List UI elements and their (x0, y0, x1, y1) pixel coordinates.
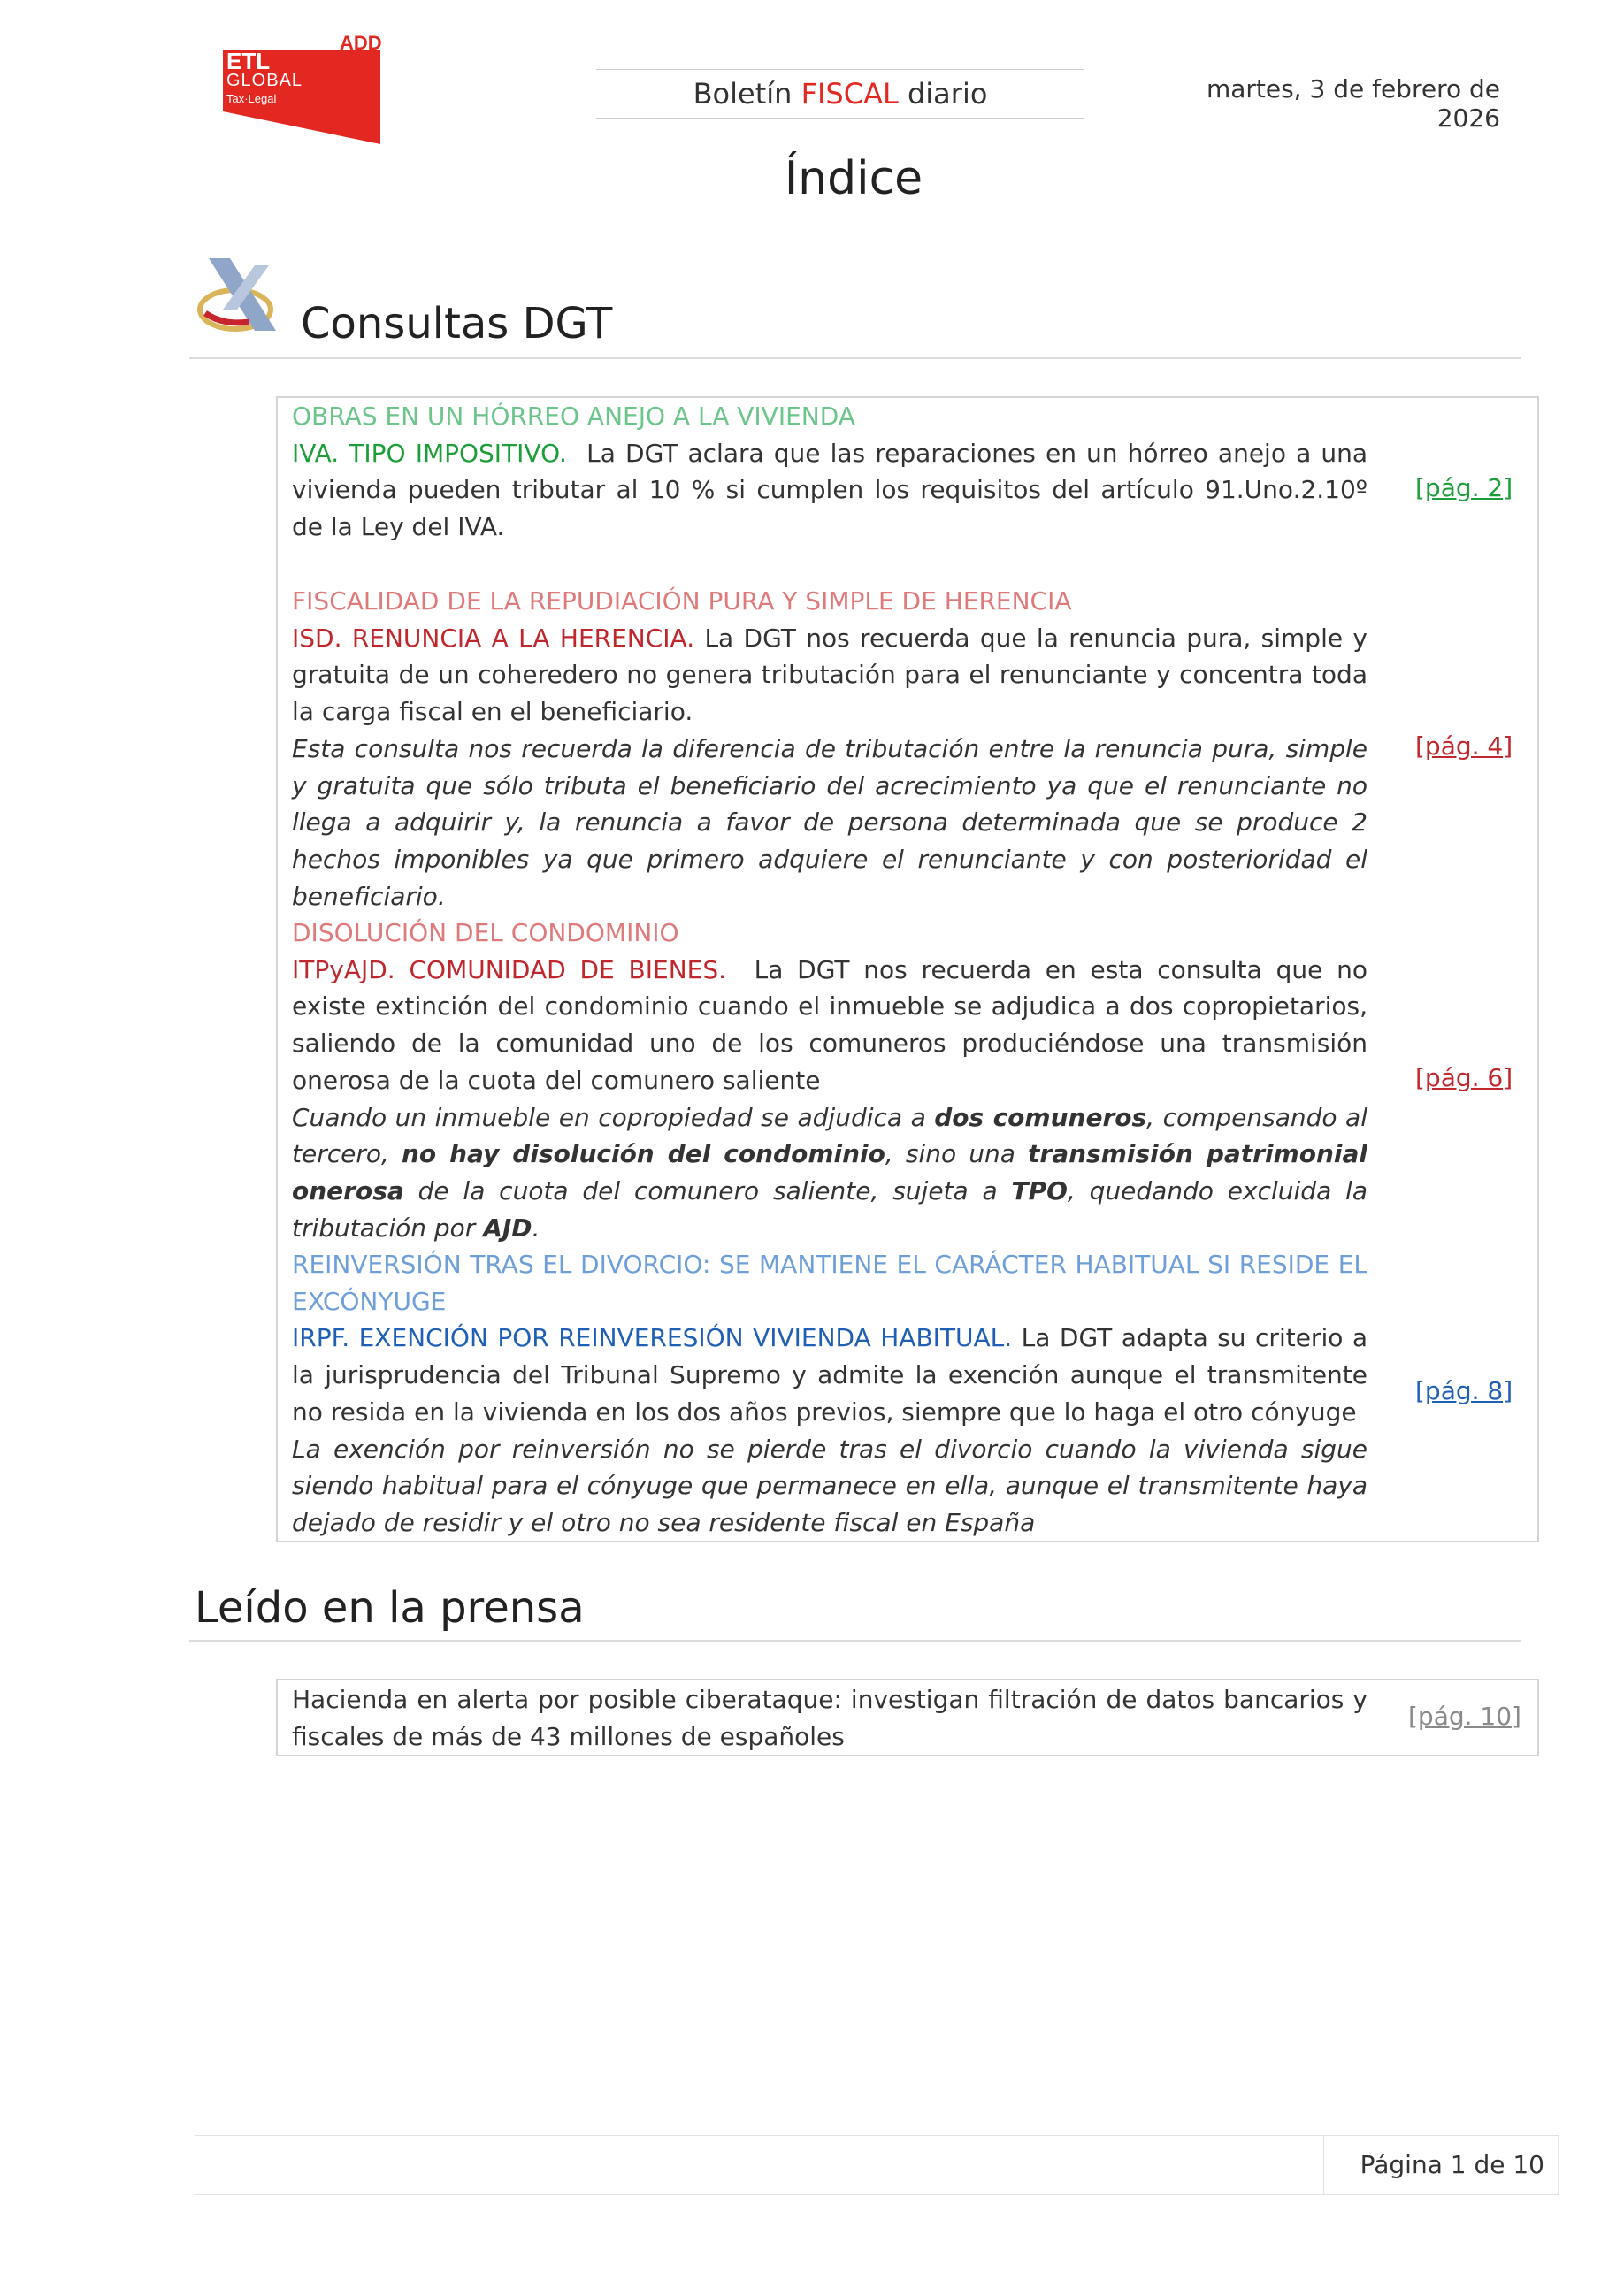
bulletin-title-pre: Boletín (693, 77, 801, 111)
dgt-item-3-heading: DISOLUCIÓN DEL CONDOMINIO (292, 918, 679, 947)
dgt-item-3-note (292, 1099, 1367, 1247)
dgt-item-3-summary: La DGT nos recuerda en esta consulta que no existe extinción del condominio cuando el inmueble se adjudica a dos copropietarios, saliendo de la comunidad uno de los comuneros produciéndose una transmisión onerosa de la cuota del comunero saliente (292, 954, 1367, 1095)
etl-global-logo (203, 34, 385, 144)
note-emphasis: TPO (1011, 1175, 1068, 1205)
dgt-item-4-lead: IRPF. EXENCIÓN POR REINVERESIÓN VIVIENDA HABITUAL. (292, 1323, 1013, 1353)
bulletin-date: martes, 3 de febrero de 2026 (1206, 74, 1500, 133)
dgt-item-4-note: La exención por reinversión no se pierde tras el divorcio cuando la vivienda sigue siendo habitual para el cónyuge que permanece en ella, aunque el transmitente haya dejado de residir y el otro no sea residente fiscal en España (292, 1434, 1367, 1537)
section-title-dgt: Consultas DGT (301, 299, 613, 348)
section-divider (189, 1640, 1521, 1642)
note-text: Cuando un inmueble en copropiedad se adjudica a (292, 1102, 935, 1132)
press-item-1-summary: Hacienda en alerta por posible ciberataque: investigan filtración de datos bancarios y fiscales de más de 43 millones de españoles (292, 1685, 1367, 1751)
dgt-item-4-heading: REINVERSIÓN TRAS EL DIVORCIO: SE MANTIENE EL CARÁCTER HABITUAL SI RESIDE EL EXCÓNYUGE (292, 1250, 1367, 1316)
dgt-item-1-summary: La DGT aclara que las reparaciones en un hórreo anejo a una vivienda pueden tributar al 10 % si cumplen los requisitos del artículo 91.Uno.2.10º de la Ley del IVA. (292, 438, 1368, 542)
logo-sub2: Tax·Legal (226, 92, 277, 105)
page-number: Página 1 de 10 (1360, 2150, 1544, 2179)
logo-tag: ADD (340, 32, 382, 54)
note-emphasis: dos comuneros (934, 1102, 1147, 1132)
footer-divider (1323, 2135, 1324, 2195)
dgt-item-3-page-link[interactable]: [pág. 6] (1415, 1063, 1513, 1092)
dgt-item-2 (292, 583, 1367, 915)
note-text: de la cuota del comunero saliente, sujeta a (403, 1175, 1012, 1205)
dgt-item-4-page-link[interactable]: [pág. 8] (1415, 1376, 1513, 1405)
dgt-item-1-heading: OBRAS EN UN HÓRREO ANEJO A LA VIVIENDA (292, 402, 855, 431)
note-text: , quedando excluida la tributación por (292, 1175, 1367, 1243)
section-divider (189, 357, 1521, 359)
section-title-press: Leído en la prensa (195, 1583, 585, 1633)
dgt-item-4 (292, 1246, 1367, 1542)
logo-sub1: GLOBAL (226, 71, 303, 90)
dgt-item-4-summary: La DGT adapta su criterio a la jurisprudencia del Tribunal Supremo y admite la exención aunque el transmitente no resida en la vivienda en los dos años previos, siempre que lo haga el otro cónyuge (292, 1323, 1367, 1427)
dgt-item-2-page-link[interactable]: [pág. 4] (1415, 731, 1513, 761)
bulletin-title (596, 69, 1084, 119)
dgt-item-1 (292, 398, 1367, 546)
dgt-item-3 (292, 915, 1367, 1246)
dgt-item-2-note: Esta consulta nos recuerda la diferencia de tributación entre la renuncia pura, simple y gratuita que sólo tributa el beneficiario del acrecimiento ya que el renunciante no llega a adquirir y, la renuncia a favor de persona determinada que se produce 2 hechos imponibles ya que primero adquiere el renunciante y con posterioridad el beneficiario. (292, 733, 1367, 911)
dgt-item-1-page-link[interactable]: [pág. 2] (1415, 473, 1513, 502)
note-emphasis: transmisión patrimonial onerosa (292, 1139, 1368, 1205)
note-emphasis: AJD (483, 1213, 532, 1243)
agencia-tributaria-icon (196, 255, 285, 343)
note-emphasis: no hay disolución del condominio (402, 1139, 885, 1169)
dgt-item-3-lead: ITPyAJD. COMUNIDAD DE BIENES. (292, 954, 727, 984)
logo-main: ETL (226, 48, 271, 74)
note-text: . (532, 1213, 540, 1243)
dgt-item-1-lead: IVA. TIPO IMPOSITIVO. (292, 438, 567, 468)
dgt-item-2-lead: ISD. RENUNCIA A LA HERENCIA. (292, 623, 695, 653)
press-item-1-page-link[interactable]: [pág. 10] (1408, 1702, 1521, 1731)
note-text: , compensando al tercero, (292, 1102, 1367, 1169)
bulletin-title-highlight: FISCAL (801, 77, 899, 111)
note-text: , sino una (885, 1139, 1028, 1169)
bulletin-title-post: diario (898, 77, 988, 111)
dgt-item-2-summary: La DGT nos recuerda que la renuncia pura, simple y gratuita de un coheredero no genera tributación para el renunciante y concentra toda la carga fiscal en el beneficiario. (292, 623, 1367, 727)
dgt-item-2-heading: FISCALIDAD DE LA REPUDIACIÓN PURA Y SIMPLE DE HERENCIA (292, 586, 1072, 616)
index-title: Índice (784, 152, 923, 205)
